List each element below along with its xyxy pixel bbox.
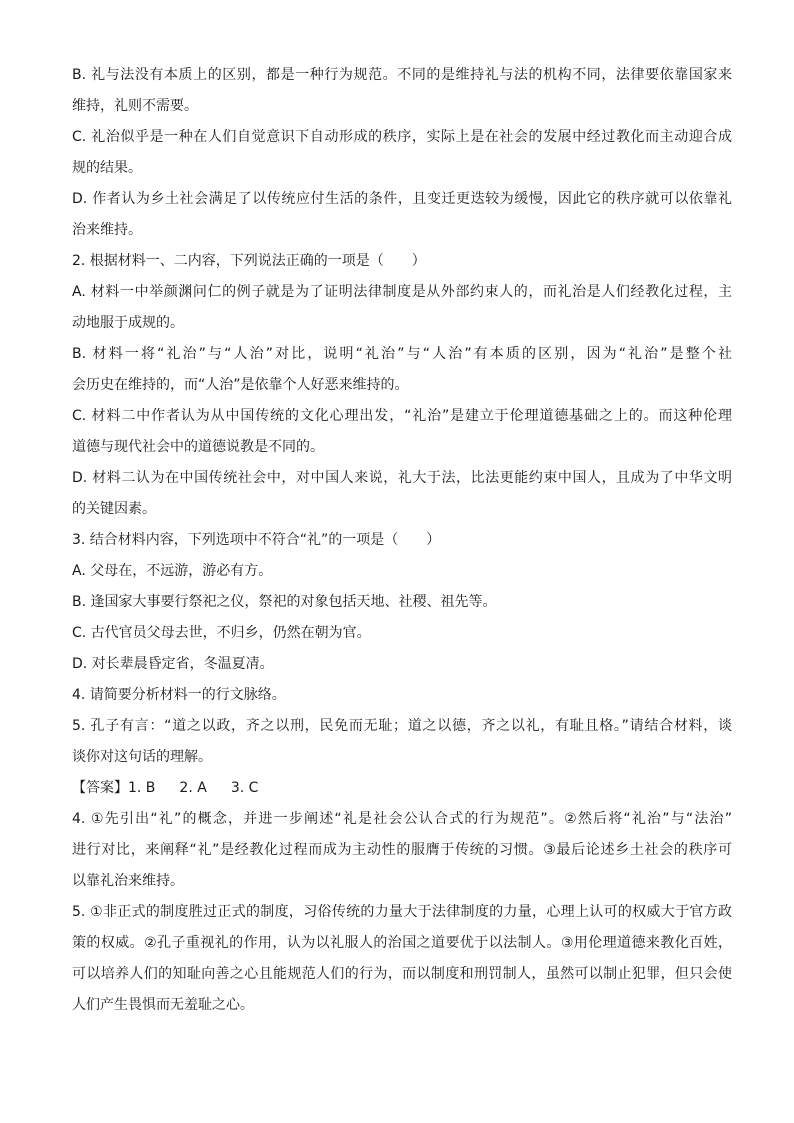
question-4: 4. 请简要分析材料一的行文脉络。 (72, 687, 286, 703)
answer-row (72, 773, 732, 804)
option-b-q2-line1: B. 材料一将“礼治”与“人治”对比，说明“礼治”与“人治”有本质的区别，因为“礼治”是整个社 (72, 346, 732, 362)
explanation-5-line1: 5. ①非正式的制度胜过正式的制度，习俗传统的力量大于法律制度的力量，心理上认可的权威大于官方政 (72, 904, 732, 920)
document-page (72, 60, 732, 1021)
option-b-q1-line1: B. 礼与法没有本质上的区别，都是一种行为规范。不同的是维持礼与法的机构不同，法律要依靠国家来 (72, 67, 732, 83)
explanation-5-line2: 策的权威。②孔子重视礼的作用，认为以礼服人的治国之道要优于以法制人。③用伦理道德来教化百姓， (72, 935, 732, 951)
option-a-q2-line1: A. 材料一中举颜渊问仁的例子就是为了证明法律制度是从外部约束人的，而礼治是人们经教化过程，主 (72, 284, 732, 300)
option-c-q1-line1: C. 礼治似乎是一种在人们自觉意识下自动形成的秩序，实际上是在社会的发展中经过教化而主动迎合成 (72, 129, 732, 145)
option-d-q3: D. 对长辈晨昏定省，冬温夏凊。 (72, 656, 274, 672)
option-b-q1-line2: 维持，礼则不需要。 (72, 98, 198, 114)
option-a-q2-line2: 动地服于成规的。 (72, 315, 184, 331)
option-d-q1-line1: D. 作者认为乡土社会满足了以传统应付生活的条件，且变迁更迭较为缓慢，因此它的秩序就可以依靠礼 (72, 191, 732, 207)
option-a-q3: A. 父母在，不远游，游必有方。 (72, 563, 273, 579)
answer-tag: 【答案】 (72, 780, 128, 796)
explanation-5-line4: 人们产生畏惧而无羞耻之心。 (72, 997, 254, 1013)
option-d-q1-line2: 治来维持。 (72, 222, 142, 238)
option-c-q2-line1: C. 材料二中作者认为从中国传统的文化心理出发，“礼治”是建立于伦理道德基础之上的。而这种伦理 (72, 408, 732, 424)
option-b-q3: B. 逢国家大事要行祭祀之仪，祭祀的对象包括天地、社稷、祖先等。 (72, 594, 497, 610)
option-c-q2-line2: 道德与现代社会中的道德说教是不同的。 (72, 439, 324, 455)
explanation-4-line1: 4. ①先引出“礼”的概念，并进一步阐述“礼是社会公认合式的行为规范”。②然后将“礼治”与“法治” (72, 811, 732, 827)
option-d-q2-line1: D. 材料二认为在中国传统社会中，对中国人来说，礼大于法，比法更能约束中国人，且成为了中华文明 (72, 470, 732, 486)
explanation-4-line2: 进行对比，来阐释“礼”是经教化过程而成为主动性的服膺于传统的习惯。③最后论述乡土社会的秩序可 (72, 842, 732, 858)
question-5-line2: 谈你对这句话的理解。 (72, 749, 212, 765)
explanation-5-line3: 可以培养人们的知耻向善之心且能规范人们的行为，而以制度和刑罚制人，虽然可以制止犯罪，但只会使 (72, 966, 732, 982)
answer-2: 2. A (179, 780, 207, 796)
question-3: 3. 结合材料内容，下列选项中不符合“礼”的一项是（ ） (72, 532, 441, 548)
question-2: 2. 根据材料一、二内容，下列说法正确的一项是（ ） (72, 253, 426, 269)
question-5-line1: 5. 孔子有言：“道之以政，齐之以刑，民免而无耻；道之以德，齐之以礼，有耻且格。”请结合材料，谈 (72, 718, 732, 734)
option-b-q2-line2: 会历史在维持的，而“人治”是依靠个人好恶来维持的。 (72, 377, 409, 393)
option-c-q1-line2: 规的结果。 (72, 160, 142, 176)
option-d-q2-line2: 的关键因素。 (72, 501, 156, 517)
answer-1: 1. B (128, 780, 156, 796)
option-c-q3: C. 古代官员父母去世，不归乡，仍然在朝为官。 (72, 625, 371, 641)
answer-3: 3. C (230, 780, 259, 796)
explanation-4-line3: 以靠礼治来维持。 (72, 873, 184, 889)
